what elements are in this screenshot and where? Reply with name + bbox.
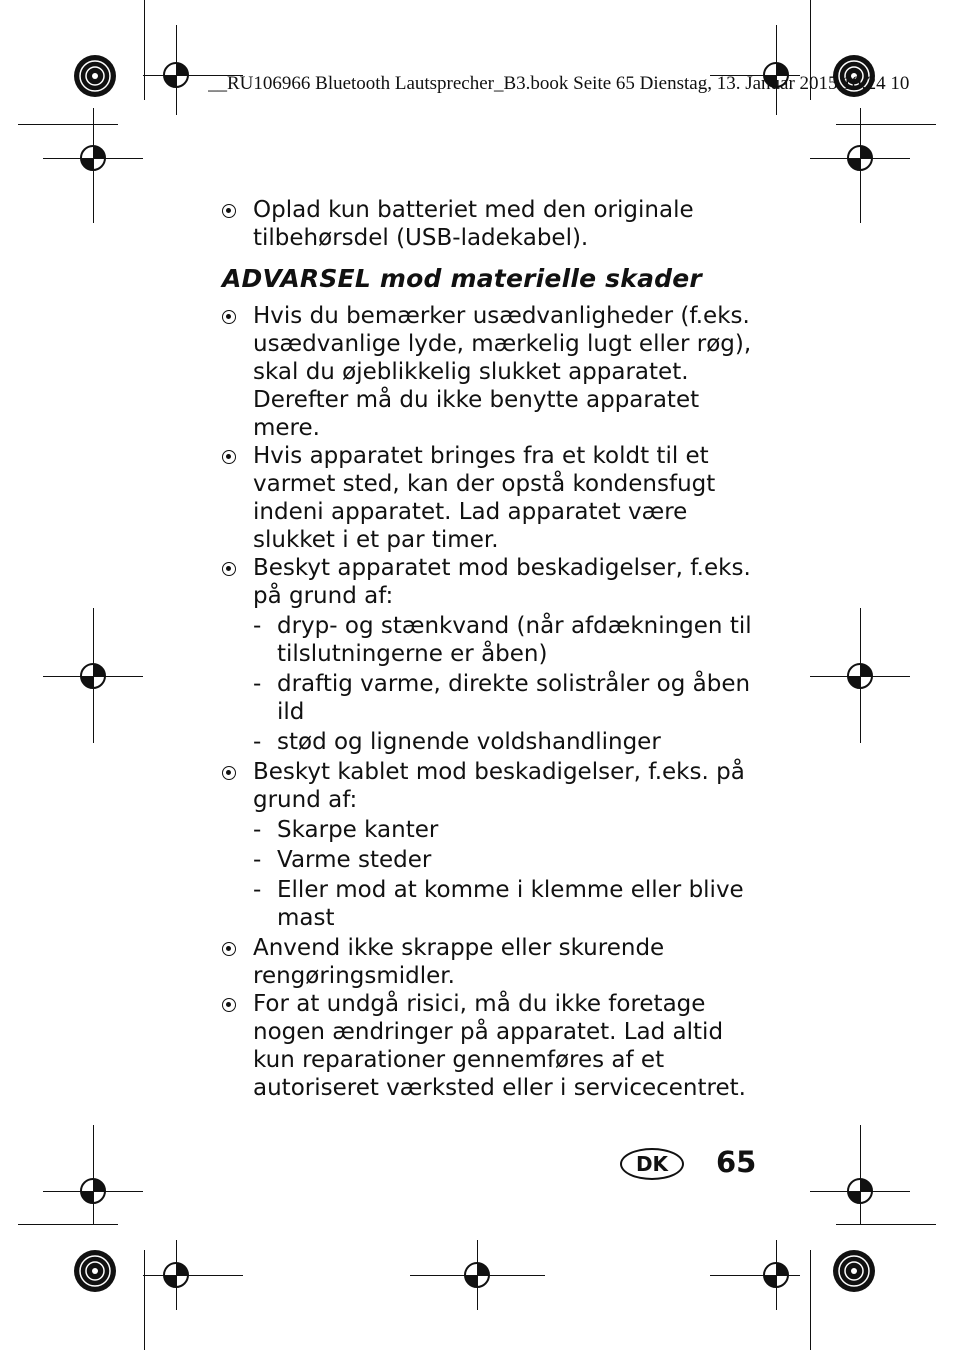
circle-dot-bullet-icon	[222, 562, 236, 576]
sub-item-text: dryp- og stænkvand (når afdækningen til tilslutningerne er åben)	[277, 613, 752, 667]
sub-item-text: Eller mod at komme i klemme eller blive mast	[277, 877, 744, 931]
list-item	[222, 196, 762, 252]
crosshair-registration-icon	[457, 1255, 497, 1295]
list-item	[222, 554, 762, 610]
starburst-registration-icon	[831, 1248, 877, 1294]
crosshair-registration-icon	[840, 656, 880, 696]
circle-dot-bullet-icon	[222, 942, 236, 956]
item-text: Anvend ikke skrappe eller skurende rengøringsmidler.	[253, 935, 665, 989]
crosshair-registration-icon	[156, 1255, 196, 1295]
list-item	[222, 758, 762, 814]
sub-item-text: stød og lignende voldshandlinger	[277, 729, 661, 755]
crosshair-registration-icon	[840, 1171, 880, 1211]
crosshair-registration-icon	[756, 1255, 796, 1295]
page-number: 65	[716, 1145, 757, 1179]
print-header: __RU106966 Bluetooth Lautsprecher_B3.book Seite 65 Dienstag, 13. Januar 2015 10:24 10	[208, 73, 910, 94]
page-content	[222, 196, 762, 1102]
crosshair-registration-icon	[73, 656, 113, 696]
circle-dot-bullet-icon	[222, 450, 236, 464]
item-text: For at undgå risici, må du ikke foretage nogen ændringer på apparatet. Lad altid kun reparationer gennemføres af et autoriseret værksted eller i servicecentret.	[253, 991, 746, 1101]
item-text: Beskyt apparatet mod beskadigelser, f.eks. på grund af:	[253, 555, 751, 609]
crosshair-registration-icon	[156, 55, 196, 95]
sub-list-item: - draftig varme, direkte solistråler og åben ild	[253, 671, 751, 725]
item-text: Oplad kun batteriet med den originale tilbehørsdel (USB-ladekabel).	[253, 197, 694, 251]
list-item	[222, 990, 762, 1102]
circle-dot-bullet-icon	[222, 204, 236, 218]
section-heading: ADVARSEL mod materielle skader	[222, 264, 702, 293]
list-item	[222, 442, 762, 554]
sub-list-item: - Varme steder	[253, 847, 432, 873]
language-badge: DK	[620, 1148, 684, 1180]
item-text: Hvis apparatet bringes fra et koldt til et varmet sted, kan der opstå kondensfugt indeni apparatet. Lad apparatet være slukket i et par timer.	[253, 443, 716, 553]
crosshair-registration-icon	[73, 1171, 113, 1211]
sub-list-item: - Skarpe kanter	[253, 817, 439, 843]
item-text: Beskyt kablet mod beskadigelser, f.eks. på grund af:	[253, 759, 745, 813]
sub-list-item: - Eller mod at komme i klemme eller blive mast	[253, 877, 744, 931]
sub-item-text: Varme steder	[277, 847, 432, 873]
crosshair-registration-icon	[73, 138, 113, 178]
sub-list-item: - stød og lignende voldshandlinger	[253, 729, 661, 755]
list-item	[222, 302, 762, 442]
item-text: Hvis du bemærker usædvanligheder (f.eks. usædvanlige lyde, mærkelig lugt eller røg), skal du øjeblikkelig slukket apparatet. Derefter må du ikke benytte apparatet mere.	[253, 303, 752, 441]
sub-item-text: Skarpe kanter	[277, 817, 439, 843]
sub-item-text: draftig varme, direkte solistråler og åben ild	[277, 671, 751, 725]
circle-dot-bullet-icon	[222, 310, 236, 324]
sub-list-item: - dryp- og stænkvand (når afdækningen til tilslutningerne er åben)	[253, 613, 752, 667]
list-item	[222, 934, 762, 990]
starburst-registration-icon	[72, 53, 118, 99]
circle-dot-bullet-icon	[222, 998, 236, 1012]
crosshair-registration-icon	[840, 138, 880, 178]
circle-dot-bullet-icon	[222, 766, 236, 780]
starburst-registration-icon	[72, 1248, 118, 1294]
